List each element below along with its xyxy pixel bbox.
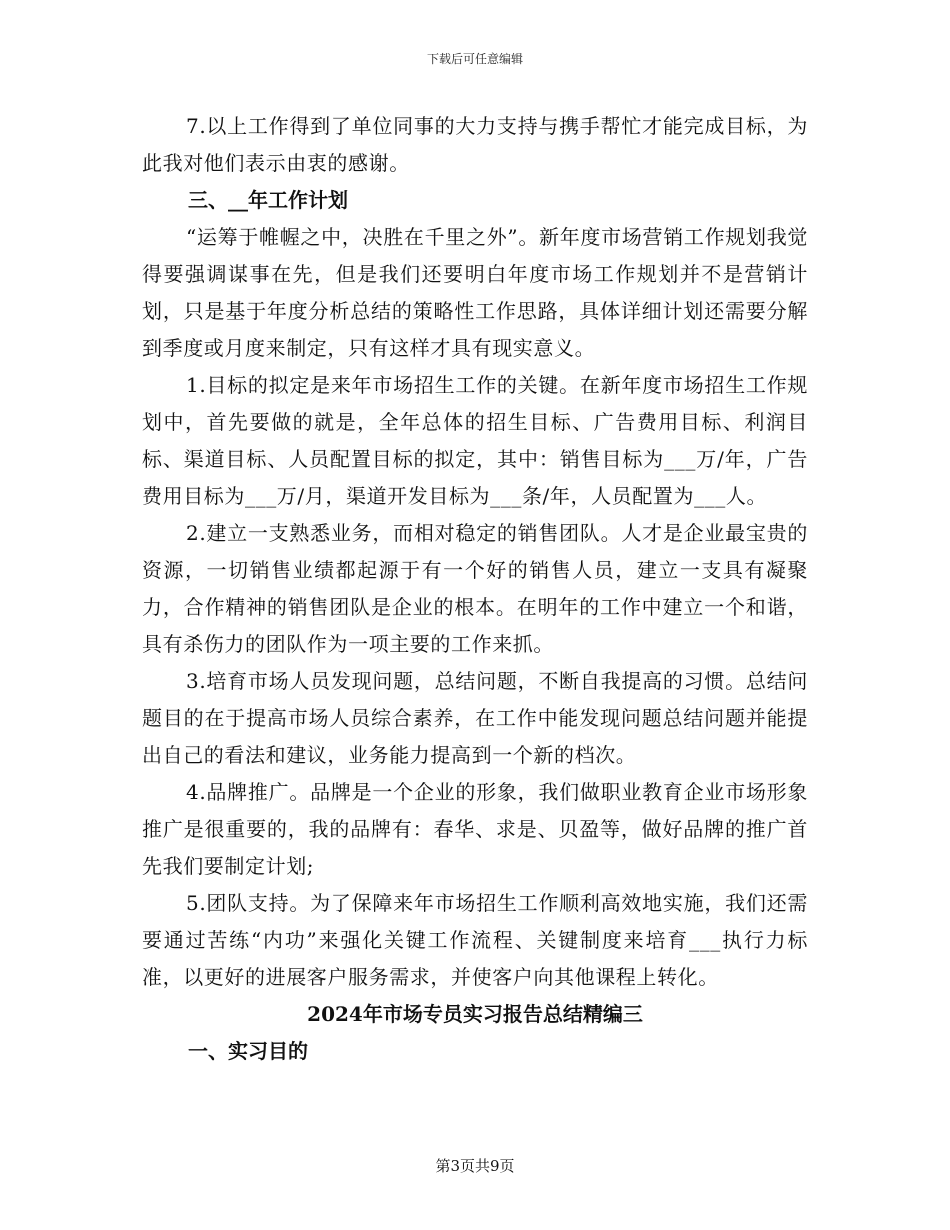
paragraph-item-3: 3.培育市场人员发现问题，总结问题，不断自我提高的习惯。总结问题目的在于提高市场人员综合素养，在工作中能发现问题总结问题并能提出自己的看法和建议，业务能力提高到一个新的档次。 [142,669,808,767]
page-footer: 第3页共9页 [435,1157,515,1175]
document-body [142,108,808,1070]
page-header: 下载后可任意编辑 [426,52,523,66]
paragraph-item-2: 2.建立一支熟悉业务，而相对稳定的销售团队。人才是企业最宝贵的资源，一切销售业绩都起源于有一个好的销售人员，建立一支具有凝聚力，合作精神的销售团队是企业的根本。在明年的工作中建立一个和谐，具有杀伤力的团队作为一项主要的工作来抓。 [142,521,808,656]
paragraph-planning-intro: “运筹于帷幄之中，决胜在千里之外”。新年度市场营销工作规划我觉得要强调谋事在先，但是我们还要明白年度市场工作规划并不是营销计划，只是基于年度分析总结的策略性工作思路，具体详细计划还需要分解到季度或月度来制定，只有这样才具有现实意义。 [142,225,808,360]
paragraph-item-1: 1.目标的拟定是来年市场招生工作的关键。在新年度市场招生工作规划中，首先要做的就是，全年总体的招生目标、广告费用目标、利润目标、渠道目标、人员配置目标的拟定，其中：销售目标为___万/年，广告费用目标为___万/月，渠道开发目标为___条/年，人员配置为___人。 [142,373,808,508]
section-heading-internship-goal: 一、实习目的 [188,1039,308,1063]
paragraph-item-5: 5.团队支持。为了保障来年市场招生工作顺利高效地实施，我们还需要通过苦练“内功”来强化关键工作流程、关键制度来培育___执行力标准，以更好的进展客户服务需求，并使客户向其他课程上转化。 [142,891,808,989]
section-heading-work-plan: 三、__年工作计划 [188,188,348,212]
document-section-title: 2024年市场专员实习报告总结精编三 [307,1002,643,1026]
paragraph-item-7: 7.以上工作得到了单位同事的大力支持与携手帮忙才能完成目标，为此我对他们表示由衷的感谢。 [142,114,808,175]
paragraph-item-4: 4.品牌推广。品牌是一个企业的形象，我们做职业教育企业市场形象推广是很重要的，我的品牌有：春华、求是、贝盈等，做好品牌的推广首先我们要制定计划; [142,780,808,878]
